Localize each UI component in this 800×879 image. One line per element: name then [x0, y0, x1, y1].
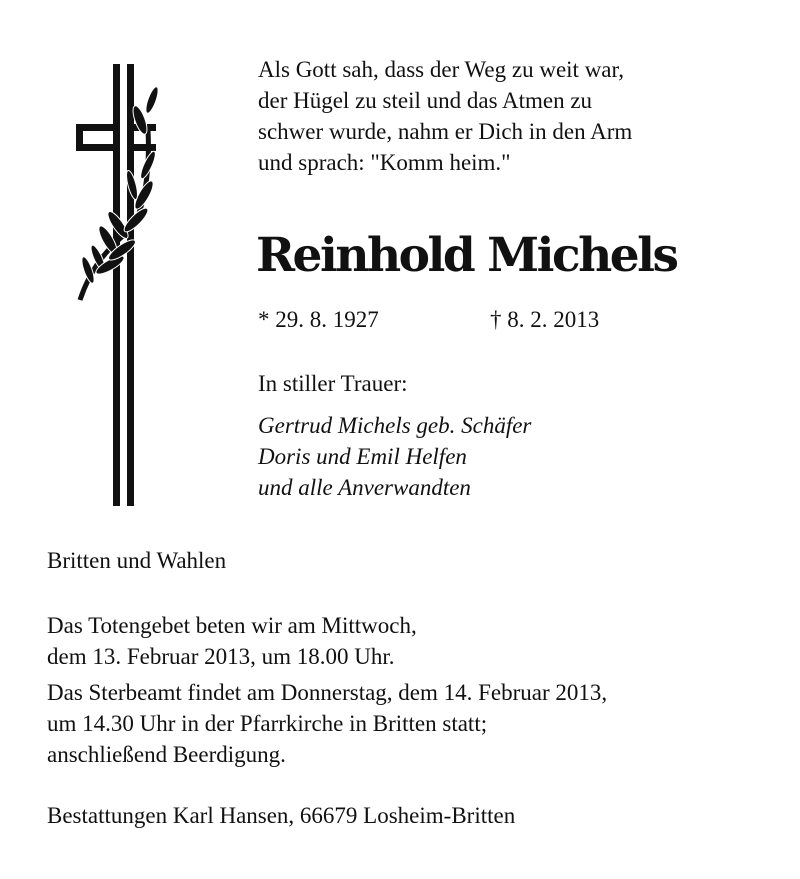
- requiem-line: um 14.30 Uhr in der Pfarrkirche in Britten statt;: [47, 711, 488, 736]
- death-date: † 8. 2. 2013: [490, 307, 600, 332]
- cross-with-palm-branch-icon: [60, 60, 160, 510]
- mourner: Doris und Emil Helfen: [258, 444, 467, 469]
- mourners-list: [258, 410, 531, 503]
- mourner: Gertrud Michels geb. Schäfer: [258, 413, 532, 438]
- prayer-notice: [47, 610, 417, 672]
- requiem-line: anschließend Beerdigung.: [47, 742, 286, 767]
- place: Britten und Wahlen: [47, 548, 227, 573]
- mourner: und alle Anverwandten: [258, 475, 471, 500]
- requiem-notice: [47, 677, 607, 770]
- verse-line: und sprach: "Komm heim.": [258, 150, 511, 175]
- deceased-name: Reinhold Michels: [256, 228, 677, 283]
- prayer-line: Das Totengebet beten wir am Mittwoch,: [47, 613, 417, 638]
- mourning-label: In stiller Trauer:: [258, 371, 408, 396]
- prayer-line: dem 13. Februar 2013, um 18.00 Uhr.: [47, 644, 395, 669]
- verse-line: Als Gott sah, dass der Weg zu weit war,: [258, 57, 625, 82]
- verse: [258, 54, 632, 178]
- verse-line: der Hügel zu steil und das Atmen zu: [258, 88, 593, 113]
- verse-line: schwer wurde, nahm er Dich in den Arm: [258, 119, 633, 144]
- undertaker: Bestattungen Karl Hansen, 66679 Losheim-Britten: [47, 803, 516, 828]
- birth-date: * 29. 8. 1927: [258, 307, 379, 332]
- requiem-line: Das Sterbeamt findet am Donnerstag, dem 14. Februar 2013,: [47, 680, 608, 705]
